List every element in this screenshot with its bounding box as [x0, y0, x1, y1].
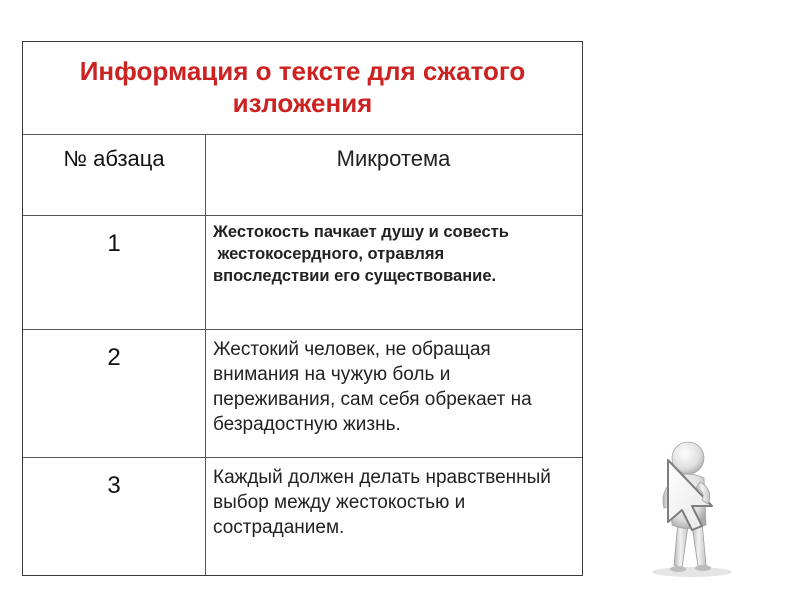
title-cell	[23, 42, 582, 135]
table-title: Информация о тексте для сжатого изложения	[79, 55, 526, 118]
row-number: 1	[107, 230, 121, 257]
row-microtheme: Жестокость пачкает душу и совесть жестокосердного, отравляя впоследствии его существование.	[213, 223, 509, 285]
person-pushing-cursor-icon	[600, 430, 780, 580]
header-paragraph-no: № абзаца	[63, 146, 165, 171]
table-row	[23, 330, 582, 458]
header-row	[23, 135, 582, 216]
row-number: 3	[107, 472, 121, 499]
row-microtheme: Жестокий человек, не обращая внимания на чужую боль и переживания, сам себя обрекает на безрадостную жизнь.	[213, 339, 532, 435]
header-microtheme: Микротема	[336, 146, 451, 171]
row-number: 2	[107, 344, 121, 371]
microtheme-table	[22, 41, 583, 576]
table-row	[23, 458, 582, 577]
table-row	[23, 216, 582, 330]
row-microtheme: Каждый должен делать нравственный выбор между жестокостью и состраданием.	[213, 467, 551, 538]
